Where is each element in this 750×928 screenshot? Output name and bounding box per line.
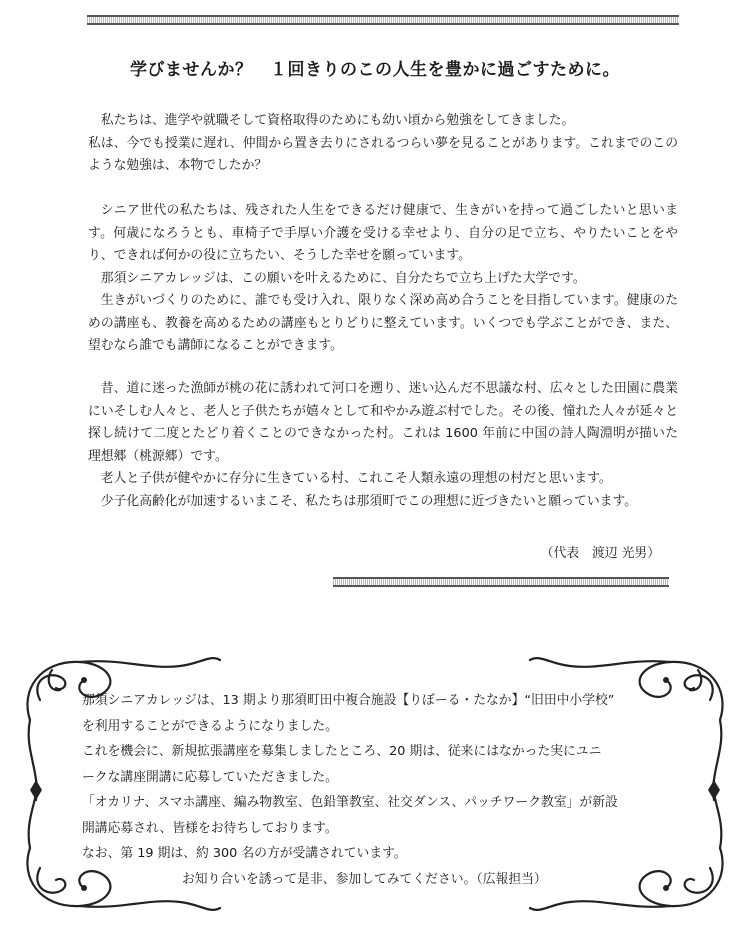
notice-line-7: なお、第 19 期は、約 300 名の方が受講されています。	[82, 846, 407, 861]
notice-closing: お知り合いを誘って是非、参加してみてください。（広報担当）	[182, 871, 547, 887]
utopia-text-1: 昔、道に迷った漁師が桃の花に誘われて河口を遡り、迷い込んだ不思議な村、広々とした田園に農業にいそしむ人々と、老人と子供たちが嬉々として和やかみ遊ぶ村でした。その後、憧れた人々が延々と探し続けて二度とたどり着くことのできなかった村。これは 1600 年前に中国の詩人陶淵明が描いた理想郷（桃源郷）です。	[88, 381, 678, 464]
mission-text-3: 生きがいづくりのために、誰でも受け入れ、限りなく深め高め合うことを目指しています。健康のための講座も、教養を高めるための講座もとりどりに整えています。いくつでも学ぶことができ、また、望むなら誰でも講師になることができます。	[88, 293, 678, 353]
utopia-text-2: 老人と子供が健やかに存分に生きている村、これこそ人類永遠の理想の村だと思います。	[100, 471, 612, 486]
notice-line-5: 「オカリナ、スマホ講座、編み物教室、色鉛筆教室、社交ダンス、パッチワーク教室」が新設	[82, 795, 618, 810]
intro-paragraph	[88, 110, 678, 178]
notice-line-1: 那須シニアカレッジは、13 期より那須町田中複合施設【りぼーる・たなか】“旧田中小学校”	[82, 693, 615, 708]
notice-line-4: ークな講座開講に応募していただきました。	[82, 769, 338, 785]
mission-text-2: 那須シニアカレッジは、この願いを叶えるために、自分たちで立ち上げた大学です。	[100, 270, 586, 286]
utopia-text-3: 少子化高齢化が加速するいまこそ、私たちは那須町でこの理想に近づきたいと願っています。	[100, 493, 637, 509]
utopia-paragraph	[88, 378, 678, 513]
page-headline: 学びませんか？ １回きりのこの人生を豊かに過ごすために。	[130, 60, 620, 80]
mission-text-1: シニア世代の私たちは、残された人生をできるだけ健康で、生きがいを持って過ごしたいと思います。何歳になろうとも、車椅子で手厚い介護を受ける幸せより、自分の足で立ち、やりたいことをやり、できれば何かの役に立ちたい、そうした幸せを願っています。	[88, 203, 678, 263]
top-divider	[87, 15, 679, 25]
notice-line-3: これを機会に、新規拡張講座を募集しましたところ、20 期は、従来にはなかった実にユニ	[82, 744, 602, 759]
notice-line-6: 開講応募され、皆様をお待ちしております。	[82, 820, 338, 836]
representative-signature: （代表 渡辺 光男）	[540, 546, 660, 561]
notice-line-2: を利用することができるようになりました。	[82, 718, 338, 734]
intro-line-2: 私は、今でも授業に遅れ、仲間から置き去りにされるつらい夢を見ることがあります。これまでのこのような勉強は、本物でしたか？	[88, 135, 678, 173]
signature-divider	[333, 577, 669, 587]
notice-box	[82, 688, 672, 892]
mission-paragraph	[88, 200, 678, 358]
intro-line-1: 私たちは、進学や就職そして資格取得のためにも幼い頃から勉強をしてきました。	[88, 113, 575, 128]
